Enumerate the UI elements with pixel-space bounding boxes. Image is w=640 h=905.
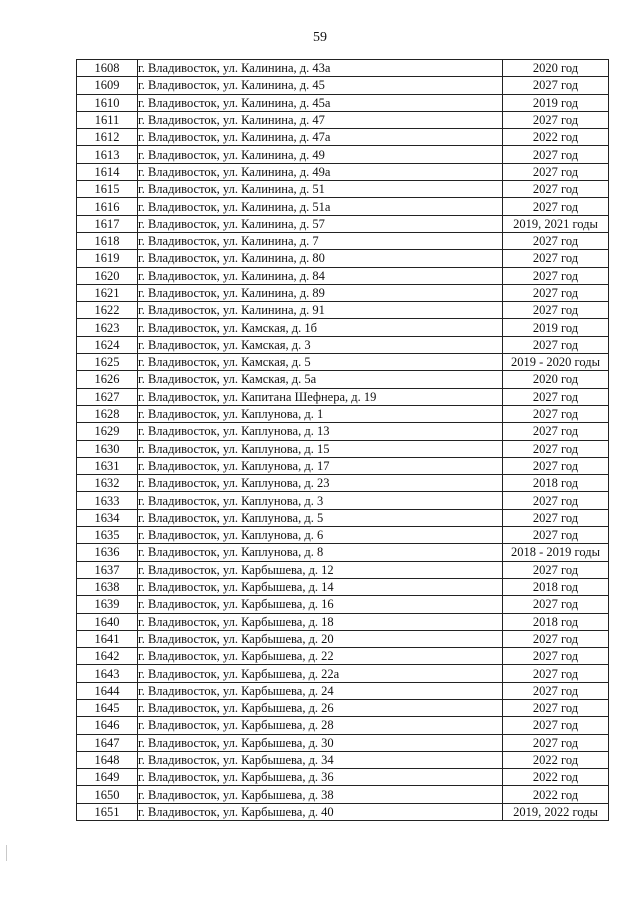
row-number-cell: 1649 — [77, 769, 138, 786]
margin-mark — [6, 845, 7, 861]
repair-year-cell: 2027 год — [503, 699, 609, 716]
row-number-cell: 1644 — [77, 682, 138, 699]
row-number-cell: 1642 — [77, 648, 138, 665]
repair-year-cell: 2019 - 2020 годы — [503, 354, 609, 371]
row-number-cell: 1648 — [77, 751, 138, 768]
repair-year-cell: 2019 год — [503, 94, 609, 111]
row-number-cell: 1621 — [77, 284, 138, 301]
repair-year-cell: 2027 год — [503, 717, 609, 734]
row-number-cell: 1636 — [77, 544, 138, 561]
repair-year-cell: 2027 год — [503, 630, 609, 647]
address-cell: г. Владивосток, ул. Калинина, д. 49а — [138, 163, 503, 180]
address-cell: г. Владивосток, ул. Калинина, д. 45а — [138, 94, 503, 111]
address-cell: г. Владивосток, ул. Калинина, д. 57 — [138, 215, 503, 232]
row-number-cell: 1623 — [77, 319, 138, 336]
table-row — [77, 181, 609, 198]
address-cell: г. Владивосток, ул. Калинина, д. 51а — [138, 198, 503, 215]
repair-year-cell: 2022 год — [503, 129, 609, 146]
repair-year-cell: 2027 год — [503, 527, 609, 544]
address-cell: г. Владивосток, ул. Калинина, д. 89 — [138, 284, 503, 301]
table-row — [77, 751, 609, 768]
repair-year-cell: 2020 год — [503, 60, 609, 77]
address-cell: г. Владивосток, ул. Калинина, д. 91 — [138, 302, 503, 319]
table-row — [77, 769, 609, 786]
table-row — [77, 596, 609, 613]
repair-year-cell: 2018 год — [503, 475, 609, 492]
row-number-cell: 1627 — [77, 388, 138, 405]
row-number-cell: 1610 — [77, 94, 138, 111]
table-row — [77, 734, 609, 751]
address-cell: г. Владивосток, ул. Калинина, д. 51 — [138, 181, 503, 198]
table-row — [77, 665, 609, 682]
address-cell: г. Владивосток, ул. Капитана Шефнера, д. 19 — [138, 388, 503, 405]
row-number-cell: 1616 — [77, 198, 138, 215]
repair-year-cell: 2027 год — [503, 561, 609, 578]
address-cell: г. Владивосток, ул. Карбышева, д. 26 — [138, 699, 503, 716]
address-cell: г. Владивосток, ул. Камская, д. 5 — [138, 354, 503, 371]
repair-year-cell: 2018 год — [503, 613, 609, 630]
table-row — [77, 492, 609, 509]
address-cell: г. Владивосток, ул. Каплунова, д. 1 — [138, 405, 503, 422]
table-row — [77, 336, 609, 353]
row-number-cell: 1613 — [77, 146, 138, 163]
repair-year-cell: 2027 год — [503, 232, 609, 249]
repair-year-cell: 2027 год — [503, 509, 609, 526]
repair-year-cell: 2027 год — [503, 665, 609, 682]
table-row — [77, 527, 609, 544]
address-cell: г. Владивосток, ул. Каплунова, д. 3 — [138, 492, 503, 509]
row-number-cell: 1611 — [77, 111, 138, 128]
table-row — [77, 699, 609, 716]
table-row — [77, 682, 609, 699]
address-cell: г. Владивосток, ул. Каплунова, д. 17 — [138, 457, 503, 474]
row-number-cell: 1646 — [77, 717, 138, 734]
address-cell: г. Владивосток, ул. Карбышева, д. 20 — [138, 630, 503, 647]
page-number: 59 — [313, 30, 327, 45]
row-number-cell: 1620 — [77, 267, 138, 284]
address-cell: г. Владивосток, ул. Карбышева, д. 14 — [138, 578, 503, 595]
address-cell: г. Владивосток, ул. Калинина, д. 47а — [138, 129, 503, 146]
row-number-cell: 1632 — [77, 475, 138, 492]
table-row — [77, 354, 609, 371]
repair-year-cell: 2019, 2022 годы — [503, 803, 609, 820]
table-row — [77, 77, 609, 94]
table-row — [77, 423, 609, 440]
repair-year-cell: 2022 год — [503, 751, 609, 768]
table-row — [77, 94, 609, 111]
address-cell: г. Владивосток, ул. Калинина, д. 45 — [138, 77, 503, 94]
address-cell: г. Владивосток, ул. Калинина, д. 80 — [138, 250, 503, 267]
repair-year-cell: 2020 год — [503, 371, 609, 388]
address-cell: г. Владивосток, ул. Карбышева, д. 22 — [138, 648, 503, 665]
repair-year-cell: 2027 год — [503, 336, 609, 353]
table-row — [77, 267, 609, 284]
table-row — [77, 578, 609, 595]
table-row — [77, 284, 609, 301]
repair-year-cell: 2027 год — [503, 163, 609, 180]
table-row — [77, 717, 609, 734]
row-number-cell: 1650 — [77, 786, 138, 803]
table-row — [77, 388, 609, 405]
row-number-cell: 1608 — [77, 60, 138, 77]
repair-year-cell: 2022 год — [503, 786, 609, 803]
row-number-cell: 1619 — [77, 250, 138, 267]
address-cell: г. Владивосток, ул. Карбышева, д. 30 — [138, 734, 503, 751]
table-row — [77, 457, 609, 474]
row-number-cell: 1612 — [77, 129, 138, 146]
table-row — [77, 544, 609, 561]
row-number-cell: 1637 — [77, 561, 138, 578]
repair-year-cell: 2018 - 2019 годы — [503, 544, 609, 561]
table-row — [77, 111, 609, 128]
address-cell: г. Владивосток, ул. Калинина, д. 47 — [138, 111, 503, 128]
repair-year-cell: 2018 год — [503, 578, 609, 595]
repair-year-cell: 2027 год — [503, 250, 609, 267]
row-number-cell: 1634 — [77, 509, 138, 526]
repair-year-cell: 2027 год — [503, 77, 609, 94]
row-number-cell: 1618 — [77, 232, 138, 249]
table-row — [77, 215, 609, 232]
row-number-cell: 1615 — [77, 181, 138, 198]
row-number-cell: 1645 — [77, 699, 138, 716]
row-number-cell: 1635 — [77, 527, 138, 544]
address-cell: г. Владивосток, ул. Калинина, д. 49 — [138, 146, 503, 163]
repair-year-cell: 2027 год — [503, 284, 609, 301]
address-cell: г. Владивосток, ул. Карбышева, д. 12 — [138, 561, 503, 578]
repair-year-cell: 2022 год — [503, 769, 609, 786]
table-row — [77, 302, 609, 319]
address-cell: г. Владивосток, ул. Карбышева, д. 36 — [138, 769, 503, 786]
row-number-cell: 1630 — [77, 440, 138, 457]
address-cell: г. Владивосток, ул. Карбышева, д. 28 — [138, 717, 503, 734]
table-row — [77, 405, 609, 422]
row-number-cell: 1639 — [77, 596, 138, 613]
repair-year-cell: 2027 год — [503, 198, 609, 215]
table-row — [77, 232, 609, 249]
table-row — [77, 198, 609, 215]
address-cell: г. Владивосток, ул. Камская, д. 5а — [138, 371, 503, 388]
table-row — [77, 371, 609, 388]
address-cell: г. Владивосток, ул. Карбышева, д. 34 — [138, 751, 503, 768]
repair-year-cell: 2027 год — [503, 423, 609, 440]
row-number-cell: 1622 — [77, 302, 138, 319]
table-row — [77, 60, 609, 77]
repair-year-cell: 2027 год — [503, 440, 609, 457]
row-number-cell: 1641 — [77, 630, 138, 647]
table-row — [77, 630, 609, 647]
repair-year-cell: 2027 год — [503, 181, 609, 198]
address-cell: г. Владивосток, ул. Каплунова, д. 13 — [138, 423, 503, 440]
address-cell: г. Владивосток, ул. Камская, д. 3 — [138, 336, 503, 353]
repair-year-cell: 2027 год — [503, 648, 609, 665]
table-row — [77, 319, 609, 336]
address-cell: г. Владивосток, ул. Карбышева, д. 40 — [138, 803, 503, 820]
table-row — [77, 648, 609, 665]
housing-repair-table — [76, 59, 609, 821]
table-row — [77, 803, 609, 820]
table-row — [77, 786, 609, 803]
table-row — [77, 561, 609, 578]
table-row — [77, 163, 609, 180]
repair-year-cell: 2027 год — [503, 734, 609, 751]
address-cell: г. Владивосток, ул. Карбышева, д. 16 — [138, 596, 503, 613]
table-row — [77, 613, 609, 630]
repair-year-cell: 2027 год — [503, 492, 609, 509]
address-cell: г. Владивосток, ул. Карбышева, д. 18 — [138, 613, 503, 630]
row-number-cell: 1647 — [77, 734, 138, 751]
row-number-cell: 1614 — [77, 163, 138, 180]
address-cell: г. Владивосток, ул. Карбышева, д. 38 — [138, 786, 503, 803]
table-row — [77, 475, 609, 492]
address-cell: г. Владивосток, ул. Каплунова, д. 6 — [138, 527, 503, 544]
repair-year-cell: 2027 год — [503, 111, 609, 128]
row-number-cell: 1626 — [77, 371, 138, 388]
address-cell: г. Владивосток, ул. Каплунова, д. 15 — [138, 440, 503, 457]
repair-year-cell: 2027 год — [503, 457, 609, 474]
row-number-cell: 1640 — [77, 613, 138, 630]
row-number-cell: 1633 — [77, 492, 138, 509]
repair-year-cell: 2027 год — [503, 146, 609, 163]
address-cell: г. Владивосток, ул. Калинина, д. 43а — [138, 60, 503, 77]
table-row — [77, 440, 609, 457]
row-number-cell: 1609 — [77, 77, 138, 94]
table-row — [77, 250, 609, 267]
repair-year-cell: 2019 год — [503, 319, 609, 336]
repair-year-cell: 2027 год — [503, 267, 609, 284]
address-cell: г. Владивосток, ул. Карбышева, д. 22а — [138, 665, 503, 682]
table-row — [77, 129, 609, 146]
address-cell: г. Владивосток, ул. Калинина, д. 7 — [138, 232, 503, 249]
row-number-cell: 1643 — [77, 665, 138, 682]
row-number-cell: 1631 — [77, 457, 138, 474]
repair-year-cell: 2027 год — [503, 405, 609, 422]
row-number-cell: 1651 — [77, 803, 138, 820]
address-cell: г. Владивосток, ул. Каплунова, д. 23 — [138, 475, 503, 492]
table-row — [77, 509, 609, 526]
table-row — [77, 146, 609, 163]
address-cell: г. Владивосток, ул. Каплунова, д. 5 — [138, 509, 503, 526]
address-cell: г. Владивосток, ул. Каплунова, д. 8 — [138, 544, 503, 561]
repair-year-cell: 2027 год — [503, 388, 609, 405]
address-cell: г. Владивосток, ул. Карбышева, д. 24 — [138, 682, 503, 699]
repair-year-cell: 2019, 2021 годы — [503, 215, 609, 232]
table-body — [77, 60, 609, 821]
row-number-cell: 1617 — [77, 215, 138, 232]
repair-year-cell: 2027 год — [503, 682, 609, 699]
repair-year-cell: 2027 год — [503, 302, 609, 319]
row-number-cell: 1624 — [77, 336, 138, 353]
repair-year-cell: 2027 год — [503, 596, 609, 613]
row-number-cell: 1629 — [77, 423, 138, 440]
row-number-cell: 1628 — [77, 405, 138, 422]
row-number-cell: 1638 — [77, 578, 138, 595]
address-cell: г. Владивосток, ул. Камская, д. 1б — [138, 319, 503, 336]
address-cell: г. Владивосток, ул. Калинина, д. 84 — [138, 267, 503, 284]
row-number-cell: 1625 — [77, 354, 138, 371]
